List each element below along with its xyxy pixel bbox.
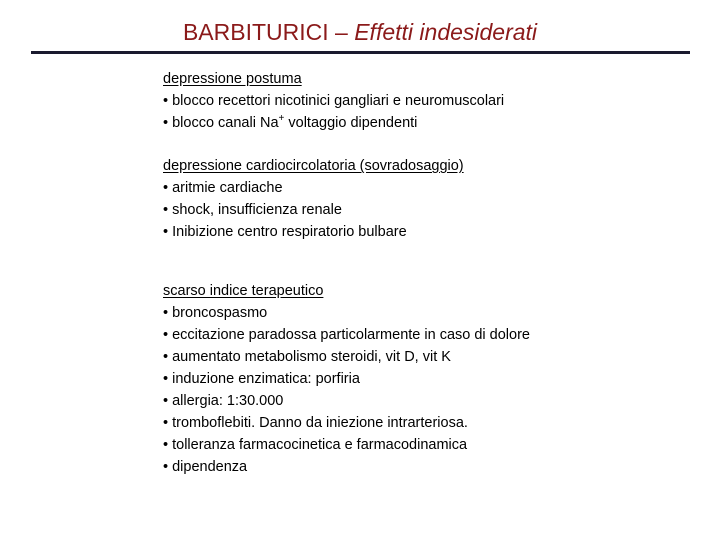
bullet-item: • blocco canali Na+ voltaggio dipendenti (163, 112, 504, 134)
bullet-item: • eccitazione paradossa particolarmente in caso di dolore (163, 324, 530, 346)
section-depressione-postuma (163, 68, 504, 134)
bullet-item: • aumentato metabolismo steroidi, vit D, vit K (163, 346, 530, 368)
bullet-item: • tromboflebiti. Danno da iniezione intrarteriosa. (163, 412, 530, 434)
title-main: BARBITURICI – (182, 19, 355, 45)
section-heading: scarso indice terapeutico (163, 283, 324, 299)
bullet-item: • tolleranza farmacocinetica e farmacodinamica (163, 434, 530, 456)
bullet-item: • broncospasmo (163, 302, 530, 324)
bullet-item: • dipendenza (163, 456, 530, 478)
title-divider (31, 51, 690, 54)
title-subtitle: Effetti indesiderati (354, 19, 538, 45)
bullet-item: • shock, insufficienza renale (163, 199, 464, 221)
section-depressione-cardiocircolatoria (163, 155, 464, 243)
bullet-item: • Inibizione centro respiratorio bulbare (163, 221, 464, 243)
section-scarso-indice-terapeutico (163, 280, 530, 478)
bullet-item: • allergia: 1:30.000 (163, 390, 530, 412)
bullet-item: • induzione enzimatica: porfiria (163, 368, 530, 390)
section-heading: depressione cardiocircolatoria (sovradosaggio) (163, 158, 464, 174)
bullet-item: • aritmie cardiache (163, 177, 464, 199)
slide-title (0, 16, 720, 48)
section-heading: depressione postuma (163, 71, 302, 87)
bullet-item: • blocco recettori nicotinici gangliari e neuromuscolari (163, 90, 504, 112)
